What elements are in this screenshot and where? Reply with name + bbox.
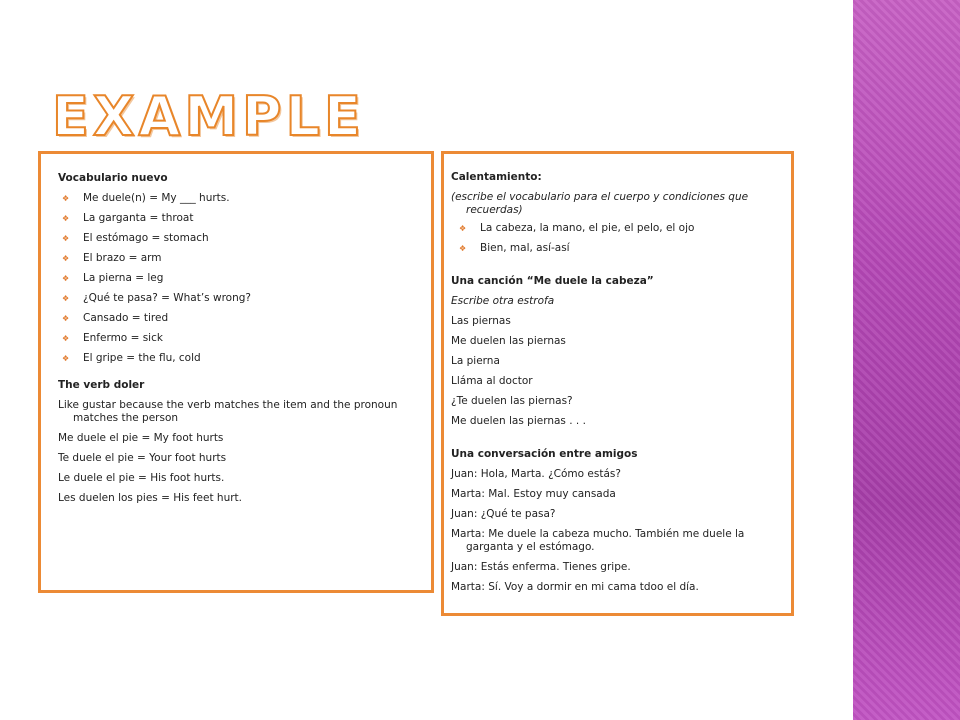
list-item: ❖ La pierna = leg	[62, 272, 164, 284]
song-line: Lláma al doctor	[451, 375, 533, 387]
warmup-list	[451, 222, 783, 255]
bullet-icon: ❖	[62, 274, 70, 283]
decorative-side-band	[853, 0, 960, 720]
dialogue-line: Marta: Mal. Estoy muy cansada	[451, 488, 616, 500]
list-item: ❖ La garganta = throat	[62, 212, 194, 224]
bullet-icon: ❖	[62, 334, 70, 343]
song-line: Me duelen las piernas	[451, 335, 566, 347]
vocab-list	[58, 192, 415, 365]
verb-example: Le duele el pie = His foot hurts.	[58, 472, 225, 484]
list-item: ❖ El estómago = stomach	[62, 232, 209, 244]
list-item: ❖ El gripe = the flu, cold	[62, 352, 201, 364]
vocabulary-panel	[38, 151, 434, 593]
verb-heading: The verb doler	[58, 379, 145, 391]
conversation-heading: Una conversación entre amigos	[451, 448, 638, 460]
list-item: ❖ Cansado = tired	[62, 312, 169, 324]
warmup-heading: Calentamiento:	[451, 171, 542, 183]
bullet-icon: ❖	[62, 234, 70, 243]
song-line: La pierna	[451, 355, 500, 367]
vocab-heading: Vocabulario nuevo	[58, 172, 168, 184]
list-item: ❖ El brazo = arm	[62, 252, 162, 264]
list-item: ❖ La cabeza, la mano, el pie, el pelo, el ojo	[459, 222, 695, 234]
verb-example: Me duele el pie = My foot hurts	[58, 432, 224, 444]
song-instruction: Escribe otra estrofa	[451, 295, 555, 307]
dialogue-line: Marta: Sí. Voy a dormir en mi cama tdoo el día.	[451, 581, 699, 593]
list-item: ❖ Me duele(n) = My ___ hurts.	[62, 192, 230, 204]
song-line: ¿Te duelen las piernas?	[451, 395, 573, 407]
warmup-instruction: (escribe el vocabulario para el cuerpo y condiciones que recuerdas)	[451, 191, 749, 216]
slide-title: EXAMPLE	[52, 85, 365, 148]
verb-example: Les duelen los pies = His feet hurt.	[58, 492, 242, 504]
activities-panel	[441, 151, 794, 616]
bullet-icon: ❖	[62, 294, 70, 303]
verb-example: Te duele el pie = Your foot hurts	[58, 452, 227, 464]
list-item: ❖ Bien, mal, así-así	[459, 242, 570, 254]
dialogue-line: Marta: Me duele la cabeza mucho. También me duele la garganta y el estómago.	[451, 528, 745, 553]
dialogue-line: Juan: Hola, Marta. ¿Cómo estás?	[451, 468, 621, 480]
bullet-icon: ❖	[62, 354, 70, 363]
list-item: ❖ ¿Qué te pasa? = What’s wrong?	[62, 292, 251, 304]
dialogue-line: Juan: Estás enferma. Tienes gripe.	[451, 561, 631, 573]
dialogue-line: Juan: ¿Qué te pasa?	[451, 508, 556, 520]
song-heading: Una canción “Me duele la cabeza”	[451, 275, 654, 287]
song-line: Las piernas	[451, 315, 511, 327]
bullet-icon: ❖	[459, 224, 467, 233]
list-item: ❖ Enfermo = sick	[62, 332, 163, 344]
bullet-icon: ❖	[62, 314, 70, 323]
bullet-icon: ❖	[62, 214, 70, 223]
bullet-icon: ❖	[62, 254, 70, 263]
bullet-icon: ❖	[62, 194, 70, 203]
bullet-icon: ❖	[459, 244, 467, 253]
song-line: Me duelen las piernas . . .	[451, 415, 586, 427]
verb-explanation: Like gustar because the verb matches the item and the pronoun matches the person	[58, 399, 398, 424]
